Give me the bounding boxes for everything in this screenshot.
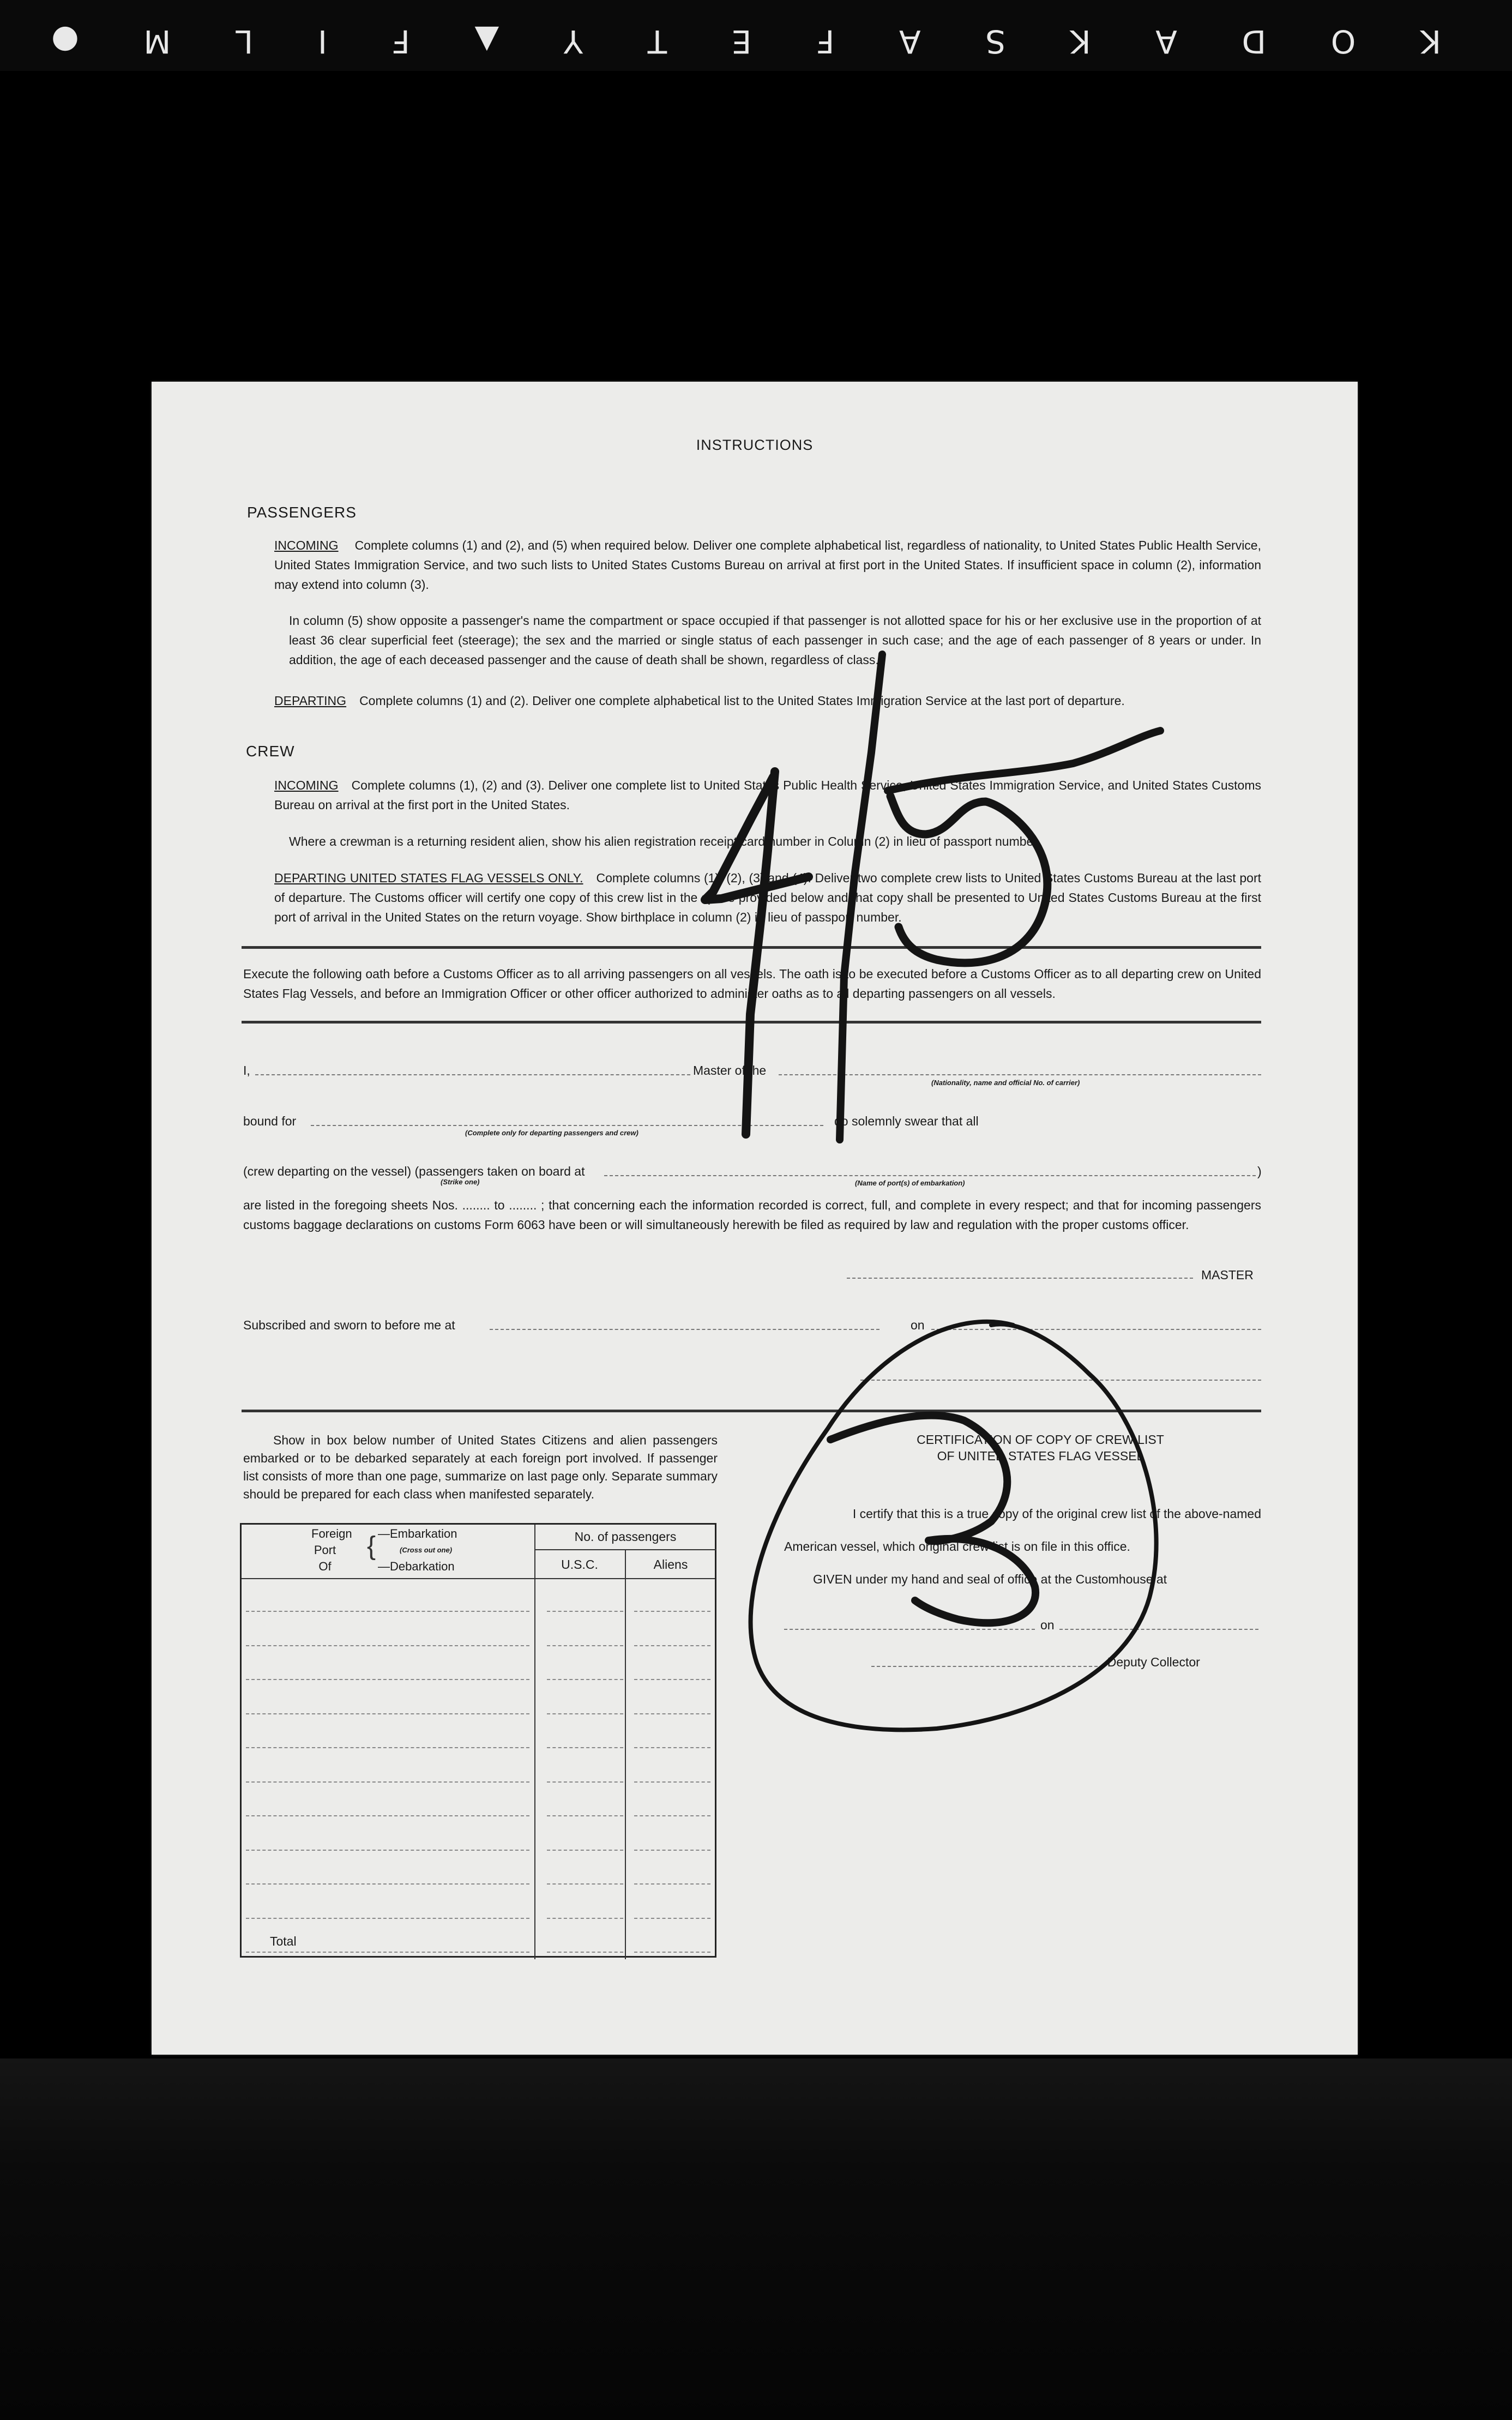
film-bottom-band [0,2058,1512,2420]
oath-i-label: I, [243,1063,250,1077]
handwritten-marks [152,382,1358,2055]
debarkation-option: —Debarkation [378,1560,455,1573]
no-passengers-header: No. of passengers [574,1530,677,1544]
film-edge-letter: ▲ [472,23,499,60]
certify-line2: American vessel, which original crew list is on file in this office. [784,1539,1130,1554]
usc-header: U.S.C. [561,1557,598,1572]
film-edge-letter: T [645,23,667,60]
subscribed-label: Subscribed and sworn to before me at [243,1318,455,1332]
oath-instructions: Execute the following oath before a Customs Officer as to all arriving passengers on all vessels. The oath is to be executed before a Customs Officer as to all departing crew on United States Flag Vessels, and before an Immigration Officer or other officer authorized to administer oaths as to all departing passengers on all vessels. [243,967,1261,1001]
sworn-on-label: on [911,1318,925,1332]
crew-resident-text: Where a crewman is a returning resident alien, show his alien registration receipt card number in Column (2) in lieu of passport number. [289,834,1041,848]
embarkation-option: —Embarkation [378,1527,457,1540]
crew-departing-label: DEPARTING UNITED STATES FLAG VESSELS ONLY. [274,871,583,885]
film-edge-letter: D [1239,23,1267,60]
page-title: INSTRUCTIONS [696,437,814,453]
document-page [152,382,1358,2055]
film-edge-lettering [0,16,1512,60]
bound-for-caption: (Complete only for departing passengers and crew) [465,1129,638,1137]
foreign-label: Foreign [311,1527,352,1540]
carrier-caption: (Nationality, name and official No. of carrier) [931,1079,1080,1087]
film-edge-letter: F [814,23,835,60]
film-edge-letter: F [389,23,410,60]
film-edge-letter: S [983,23,1005,60]
cross-out-caption: (Cross out one) [400,1546,453,1554]
embarkation-caption: (Name of port(s) of embarkation) [855,1179,965,1187]
listed-text: are listed in the foregoing sheets Nos. ........ to ........ ; that concerning each the information recorded is correct, full, and complete in every respect; and that for incoming passengers customs baggage declarations on customs Form 6063 have been or will simultaneously herewith be filed as required by law and regulation with the proper customs officer. [243,1198,1261,1232]
brace: { [367,1532,376,1561]
bound-for-label: bound for [243,1114,297,1128]
strike-one-caption: (Strike one) [441,1178,480,1186]
given-line: GIVEN under my hand and seal of office at the Customhouse at [813,1572,1167,1586]
film-edge-letter: M [141,23,171,60]
crew-incoming-label: INCOMING [274,778,339,792]
deputy-collector-label: , Deputy Collector [1100,1655,1200,1669]
crew-incoming-text: Complete columns (1), (2) and (3). Deliver one complete list to United States Public Health Service, United States Immigration Service, and United States Customs Bureau on arrival at the first port in the United States. [274,778,1261,812]
film-edge-letter: Y [561,23,583,60]
master-of-label: Master of the [693,1063,767,1077]
passengers-incoming-label: INCOMING [274,538,339,552]
master-label: MASTER [1201,1268,1254,1282]
passengers-departing-text: Complete columns (1) and (2). Deliver one complete alphabetical list to the United States Immigration Service at the last port of departure. [359,694,1125,708]
swear-label: do solemnly swear that all [834,1114,979,1128]
passengers-heading: PASSENGERS [247,504,357,521]
handwritten-circled-3 [751,1322,1156,1730]
film-edge-letter: O [1328,23,1356,60]
total-label: Total [270,1934,297,1948]
aliens-header: Aliens [653,1557,688,1572]
cert-on-label: on [1040,1618,1055,1632]
of-label: Of [318,1560,332,1573]
handwritten-number-45 [705,654,1160,1140]
passengers-column5-text: In column (5) show opposite a passenger's name the compartment or space occupied if that passenger is not allotted space for his or her exclusive use in the proportion of at least 36 clear superficial feet (steerage); the sex and the married or single status of each passenger in such case; and the age of each passenger of 8 years or under. In addition, the age of each deceased passenger and the cause of death shall be shown, regardless of class. [289,613,1261,667]
port-label: Port [314,1543,336,1557]
certification-heading-line1: CERTIFICATION OF COPY OF CREW LIST [917,1432,1164,1447]
crew-heading: CREW [246,743,295,760]
crew-departing-text: Complete columns (1), (2), (3) and (4). Deliver two complete crew lists to United States Customs Bureau at the last port of departure. The Customs officer will certify one copy of this crew list in the space provided below and that copy shall be presented to United States Customs Bureau at the first port of arrival in the United States on the return voyage. Show birthplace in column (2) in lieu of passport number. [274,871,1261,924]
film-edge-letter: I [315,23,327,60]
film-edge-letter: K [1068,23,1091,60]
film-edge-letter: E [729,23,752,60]
certify-line1: I certify that this is a true copy of the original crew list of the above-named [852,1507,1261,1521]
film-edge-letter: A [896,23,921,60]
passengers-departing-label: DEPARTING [274,694,347,708]
film-edge-letter: A [1153,23,1177,60]
certification-heading-line2: OF UNITED STATES FLAG VESSEL [937,1449,1144,1463]
film-edge-letter: ● [49,23,79,60]
crew-departing-label: (crew departing on the vessel) (passengers taken on board at [243,1164,585,1178]
film-edge-letter: K [1418,23,1441,60]
film-edge-letter: L [233,23,254,60]
film-edge-strip [0,0,1512,71]
close-paren: ) [1257,1164,1262,1178]
summary-note: Show in box below number of United States Citizens and alien passengers embarked or to be debarked separately at each foreign port involved. If passenger list consists of more than one page, summarize on last page only. Separate summary should be prepared for each class when manifested separately. [243,1433,718,1501]
passengers-incoming-text: Complete columns (1) and (2), and (5) when required below. Deliver one complete alphabetical list, regardless of nationality, to United States Public Health Service, United States Immigration Service, and two such lists to United States Customs Bureau on arrival at first port in the United States. If insufficient space in column (2), information may extend into column (3). [274,538,1261,592]
